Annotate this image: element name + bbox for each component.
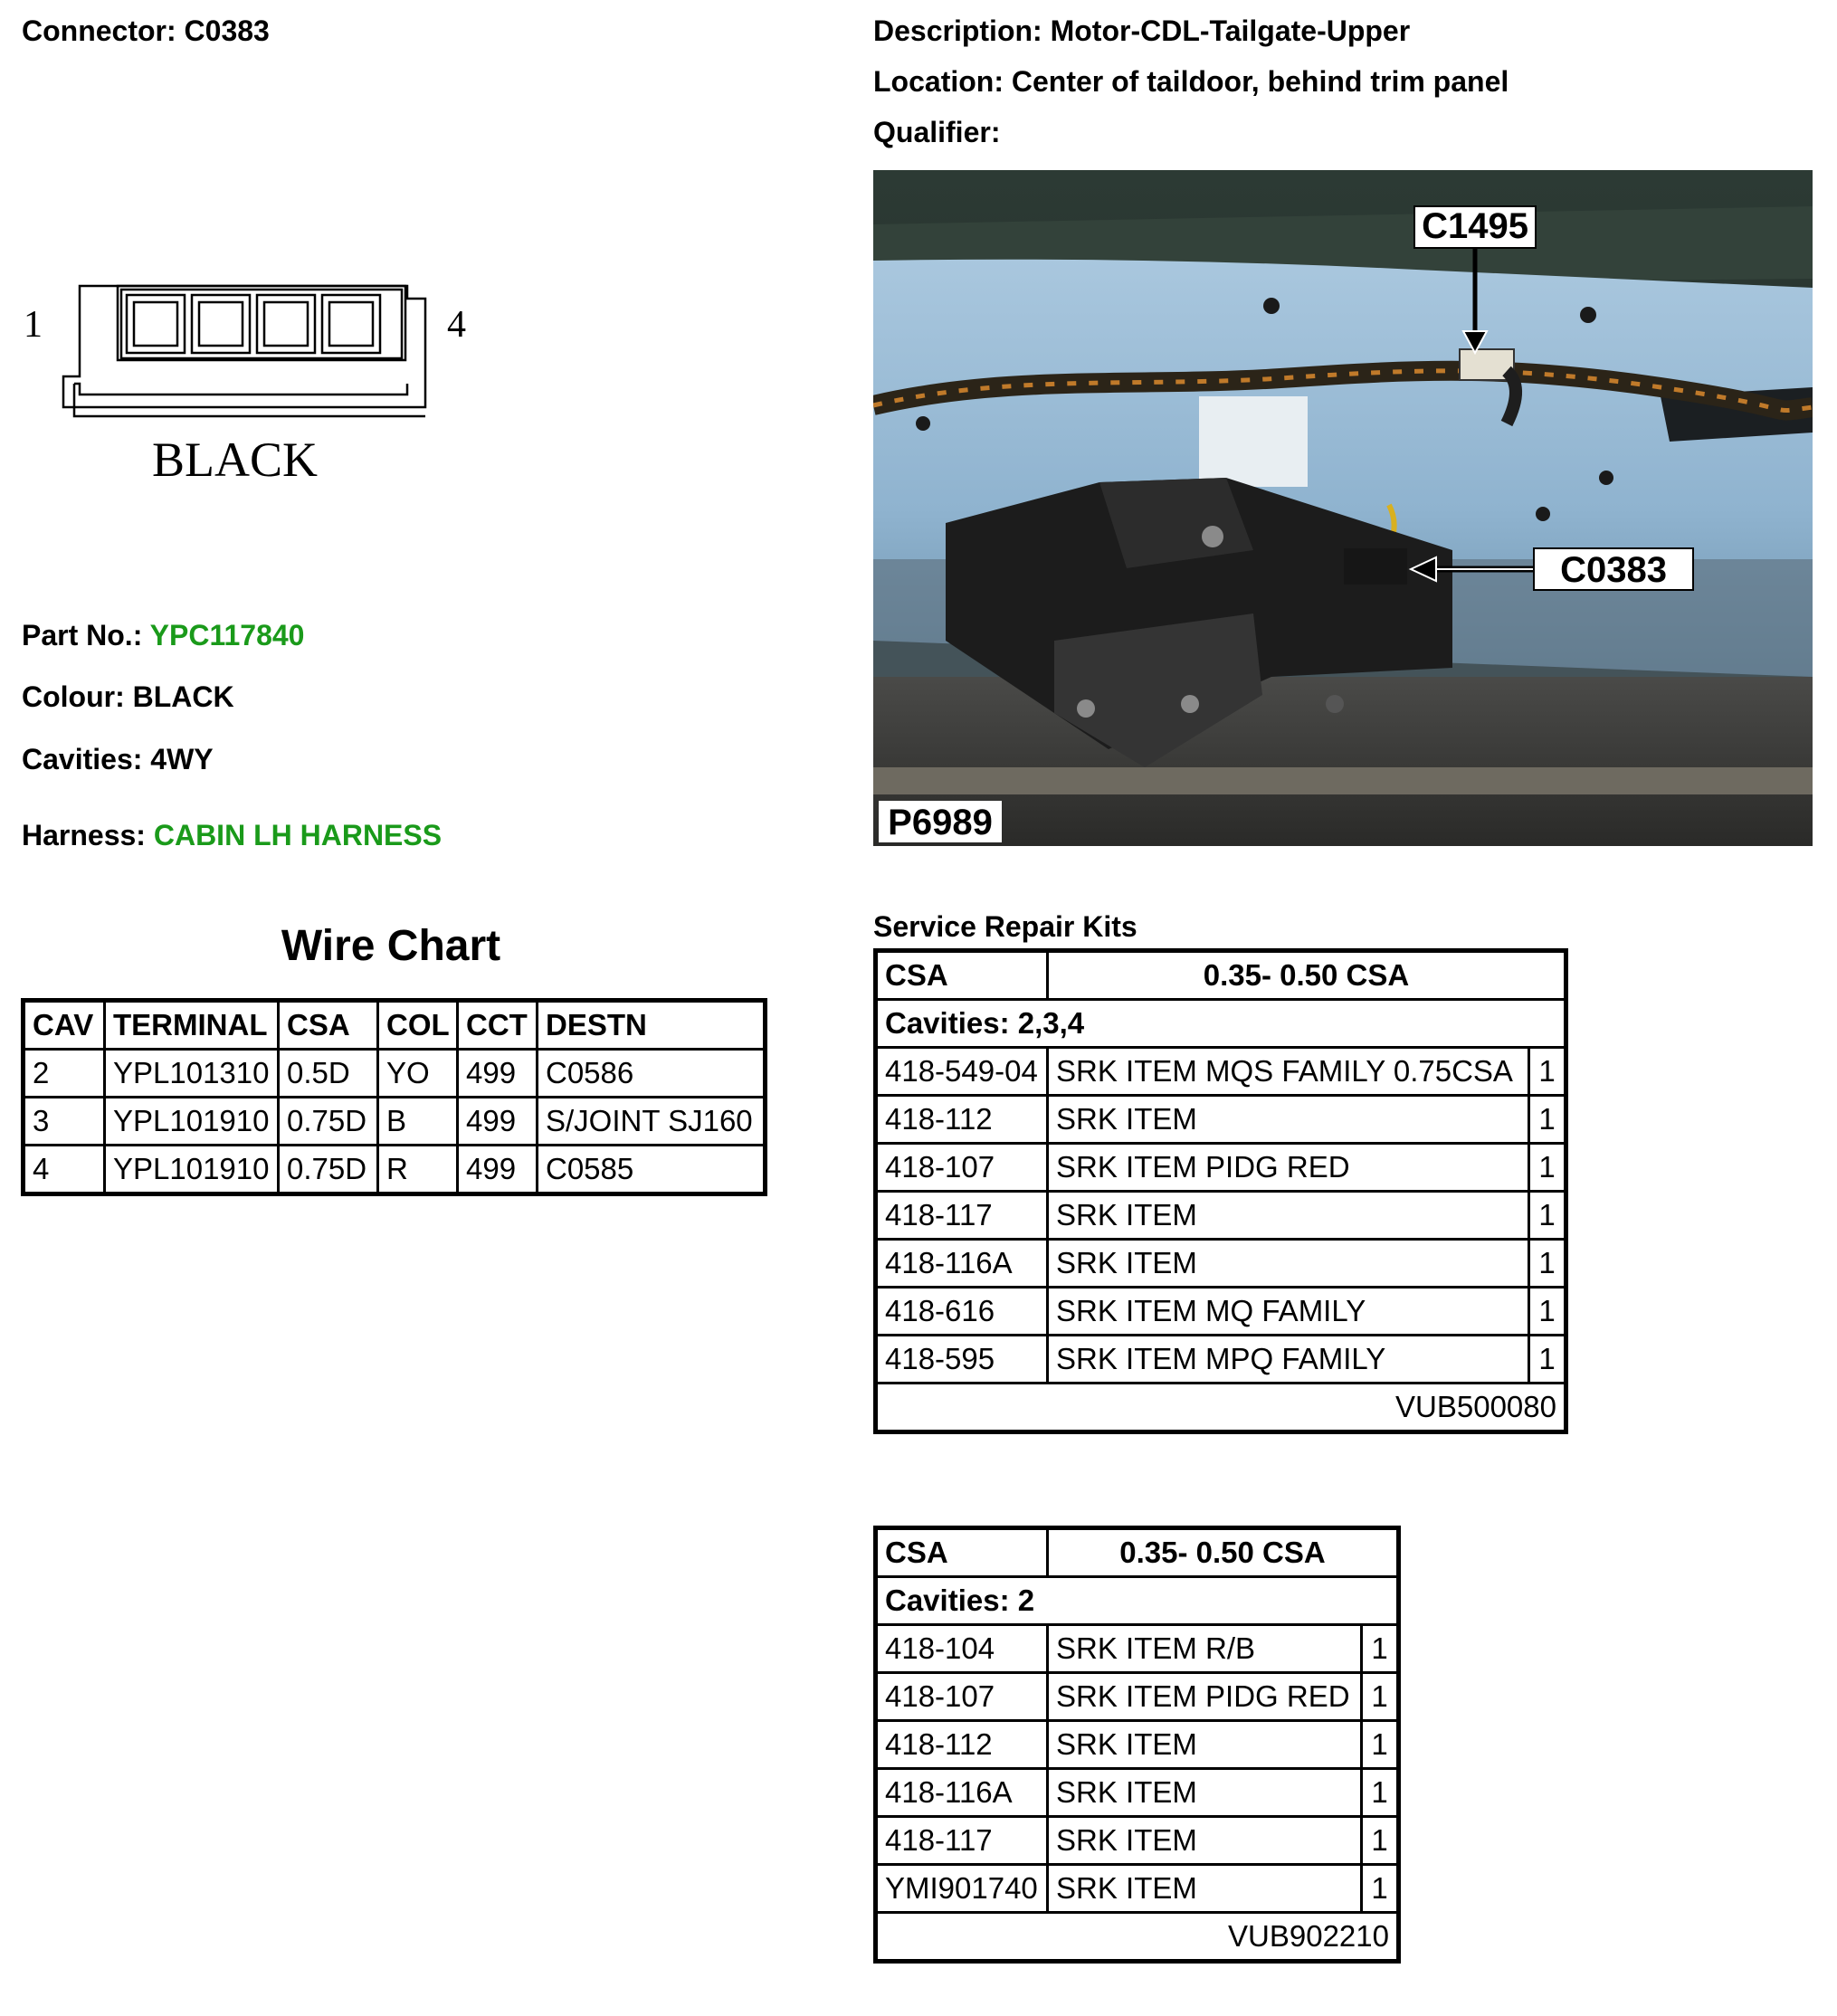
srk-kit-ref: VUB500080 xyxy=(876,1384,1566,1432)
connector-line xyxy=(22,14,270,48)
pin-4-label: 4 xyxy=(447,304,466,346)
cct-cell: 499 xyxy=(458,1050,538,1098)
table-row xyxy=(876,1096,1566,1144)
srk-desc-cell: SRK ITEM PIDG RED xyxy=(1048,1144,1529,1192)
srk-desc-cell: SRK ITEM xyxy=(1048,1721,1362,1769)
srk-desc-cell: SRK ITEM xyxy=(1048,1817,1362,1865)
srk-qty-cell: 1 xyxy=(1362,1769,1399,1817)
cav-cell: 4 xyxy=(24,1146,105,1194)
srk-part-cell: 418-104 xyxy=(876,1625,1048,1673)
description-label: Description: xyxy=(873,14,1042,47)
photo-id-label: P6989 xyxy=(888,803,993,842)
srk-part-cell: 418-112 xyxy=(876,1721,1048,1769)
table-row xyxy=(876,1048,1566,1096)
col-header-cct: CCT xyxy=(458,1001,538,1050)
cav-cell: 2 xyxy=(24,1050,105,1098)
destn-cell: S/JOINT SJ160 xyxy=(538,1098,766,1146)
table-row xyxy=(876,1144,1566,1192)
photo-id-tag xyxy=(879,801,1002,842)
srk-part-cell: 418-616 xyxy=(876,1288,1048,1336)
srk-part-cell: 418-116A xyxy=(876,1769,1048,1817)
col-cell: YO xyxy=(378,1050,458,1098)
srk-cavities: Cavities: 2,3,4 xyxy=(876,1000,1566,1048)
qualifier-label: Qualifier: xyxy=(873,116,1001,148)
srk-title: Service Repair Kits xyxy=(873,910,1137,943)
table-row xyxy=(876,1336,1566,1384)
srk-csa-value: 0.35- 0.50 CSA xyxy=(1048,951,1566,1000)
col-header-destn: DESTN xyxy=(538,1001,766,1050)
srk-table-2 xyxy=(873,1526,1401,1964)
callout-c1495-label: C1495 xyxy=(1422,206,1528,246)
location-value: Center of taildoor, behind trim panel xyxy=(1011,65,1509,98)
csa-cell: 0.75D xyxy=(279,1098,378,1146)
diagram-colour-label: BLACK xyxy=(152,433,319,487)
srk-part-cell: 418-116A xyxy=(876,1240,1048,1288)
table-row xyxy=(24,1050,766,1098)
srk-kit-ref: VUB902210 xyxy=(876,1913,1399,1962)
srk-desc-cell: SRK ITEM MQS FAMILY 0.75CSA xyxy=(1048,1048,1529,1096)
destn-cell: C0586 xyxy=(538,1050,766,1098)
srk-desc-cell: SRK ITEM R/B xyxy=(1048,1625,1362,1673)
cavities-line xyxy=(22,743,214,776)
srk-part-cell: 418-549-04 xyxy=(876,1048,1048,1096)
part-number-label: Part No.: xyxy=(22,619,143,651)
srk-csa-row xyxy=(876,1528,1399,1577)
srk-qty-cell: 1 xyxy=(1529,1144,1566,1192)
harness-line xyxy=(22,819,442,852)
srk-desc-cell: SRK ITEM xyxy=(1048,1865,1362,1913)
connector-housing xyxy=(63,286,425,416)
qualifier-line xyxy=(873,116,1000,149)
srk-part-cell: 418-107 xyxy=(876,1673,1048,1721)
srk-qty-cell: 1 xyxy=(1529,1048,1566,1096)
srk-part-cell: YMI901740 xyxy=(876,1865,1048,1913)
cavities-label: Cavities: xyxy=(22,743,143,775)
srk-ref-row xyxy=(876,1384,1566,1432)
colour-value: BLACK xyxy=(132,680,234,713)
srk-desc-cell: SRK ITEM PIDG RED xyxy=(1048,1673,1362,1721)
callout-c0383-label: C0383 xyxy=(1560,550,1667,590)
col-cell: R xyxy=(378,1146,458,1194)
table-row xyxy=(876,1673,1399,1721)
description-value: Motor-CDL-Tailgate-Upper xyxy=(1050,14,1411,47)
srk-table-1 xyxy=(873,948,1568,1434)
connector-label: Connector: xyxy=(22,14,176,47)
srk-cavities-row xyxy=(876,1000,1566,1048)
table-row xyxy=(876,1625,1399,1673)
pin-1-label: 1 xyxy=(24,304,43,346)
harness-link[interactable]: CABIN LH HARNESS xyxy=(153,819,443,851)
srk-part-cell: 418-117 xyxy=(876,1192,1048,1240)
cct-cell: 499 xyxy=(458,1098,538,1146)
table-row xyxy=(876,1817,1399,1865)
terminal-cell: YPL101910 xyxy=(105,1098,279,1146)
col-header-terminal: TERMINAL xyxy=(105,1001,279,1050)
srk-qty-cell: 1 xyxy=(1529,1288,1566,1336)
srk-cavities: Cavities: 2 xyxy=(876,1577,1399,1625)
srk-desc-cell: SRK ITEM MPQ FAMILY xyxy=(1048,1336,1529,1384)
table-row xyxy=(876,1865,1399,1913)
part-number-link[interactable]: YPC117840 xyxy=(149,619,305,651)
srk-qty-cell: 1 xyxy=(1362,1817,1399,1865)
cct-cell: 499 xyxy=(458,1146,538,1194)
table-row xyxy=(24,1098,766,1146)
srk-qty-cell: 1 xyxy=(1362,1865,1399,1913)
terminal-cell: YPL101910 xyxy=(105,1146,279,1194)
table-row xyxy=(876,1240,1566,1288)
location-label: Location: xyxy=(873,65,1004,98)
srk-part-cell: 418-117 xyxy=(876,1817,1048,1865)
srk-qty-cell: 1 xyxy=(1529,1192,1566,1240)
srk-desc-cell: SRK ITEM xyxy=(1048,1192,1529,1240)
srk-csa-row xyxy=(876,951,1566,1000)
srk-qty-cell: 1 xyxy=(1529,1336,1566,1384)
srk-part-cell: 418-107 xyxy=(876,1144,1048,1192)
table-row xyxy=(24,1146,766,1194)
cavity-grid xyxy=(127,295,380,353)
col-cell: B xyxy=(378,1098,458,1146)
wire-chart-header-row xyxy=(24,1001,766,1050)
terminal-cell: YPL101310 xyxy=(105,1050,279,1098)
part-number-line xyxy=(22,619,304,652)
srk-qty-cell: 1 xyxy=(1529,1096,1566,1144)
srk-qty-cell: 1 xyxy=(1362,1625,1399,1673)
table-row xyxy=(876,1721,1399,1769)
wire-chart-table xyxy=(21,998,767,1196)
srk-csa-label: CSA xyxy=(876,1528,1048,1577)
srk-csa-value: 0.35- 0.50 CSA xyxy=(1048,1528,1399,1577)
srk-qty-cell: 1 xyxy=(1362,1721,1399,1769)
csa-cell: 0.75D xyxy=(279,1146,378,1194)
srk-desc-cell: SRK ITEM xyxy=(1048,1096,1529,1144)
colour-label: Colour: xyxy=(22,680,125,713)
srk-csa-label: CSA xyxy=(876,951,1048,1000)
csa-cell: 0.5D xyxy=(279,1050,378,1098)
col-header-col: COL xyxy=(378,1001,458,1050)
description-line xyxy=(873,14,1410,48)
table-row xyxy=(876,1192,1566,1240)
col-header-cav: CAV xyxy=(24,1001,105,1050)
table-row xyxy=(876,1288,1566,1336)
table-row xyxy=(876,1769,1399,1817)
srk-part-cell: 418-112 xyxy=(876,1096,1048,1144)
srk-qty-cell: 1 xyxy=(1529,1240,1566,1288)
srk-qty-cell: 1 xyxy=(1362,1673,1399,1721)
connector-face-diagram xyxy=(18,262,489,498)
colour-line xyxy=(22,680,234,714)
harness-label: Harness: xyxy=(22,819,146,851)
srk-desc-cell: SRK ITEM MQ FAMILY xyxy=(1048,1288,1529,1336)
wire-chart-title: Wire Chart xyxy=(281,922,501,970)
srk-part-cell: 418-595 xyxy=(876,1336,1048,1384)
connector-location-photo xyxy=(873,170,1813,846)
location-line xyxy=(873,65,1509,99)
col-header-csa: CSA xyxy=(279,1001,378,1050)
srk-desc-cell: SRK ITEM xyxy=(1048,1240,1529,1288)
connector-value: C0383 xyxy=(184,14,270,47)
srk-cavities-row xyxy=(876,1577,1399,1625)
cav-cell: 3 xyxy=(24,1098,105,1146)
cavities-value: 4WY xyxy=(150,743,214,775)
srk-desc-cell: SRK ITEM xyxy=(1048,1769,1362,1817)
srk-ref-row xyxy=(876,1913,1399,1962)
destn-cell: C0585 xyxy=(538,1146,766,1194)
